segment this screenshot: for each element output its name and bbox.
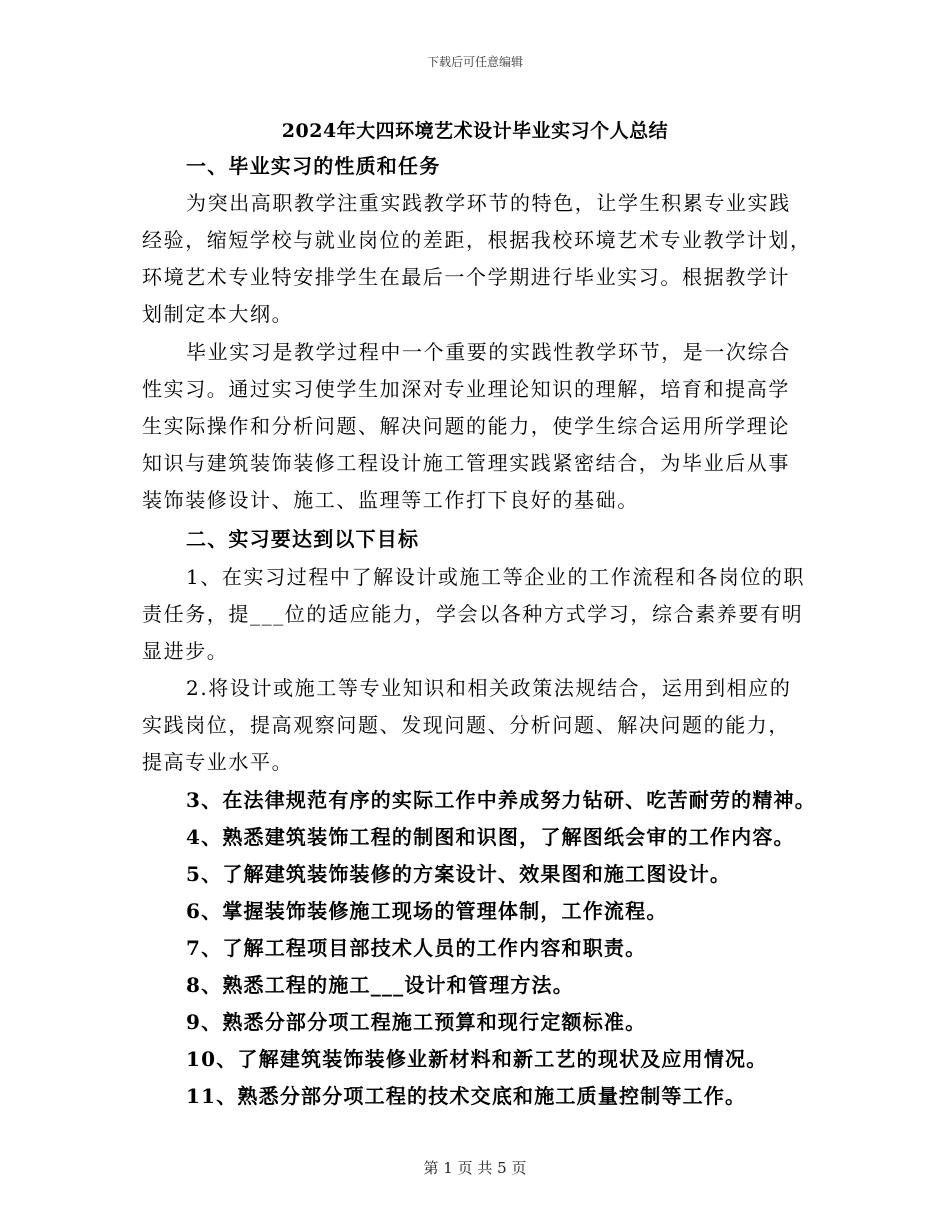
goal-item: 10、了解建筑装饰装修业新材料和新工艺的现状及应用情况。: [186, 1047, 768, 1071]
paragraph-2-line: 装饰装修设计、施工、监理等工作打下良好的基础。: [142, 488, 639, 512]
paragraph-1-line: 划制定本大纲。: [142, 302, 294, 326]
paragraph-1-line: 经验，缩短学校与就业岗位的差距，根据我校环境艺术专业教学计划，: [142, 228, 812, 252]
page-number-footer: 第 1 页 共 5 页: [423, 1159, 527, 1177]
goal-1-line: 责任务，提___位的适应能力，学会以各种方式学习，综合素养要有明: [142, 602, 804, 626]
goal-item: 3、在法律规范有序的实际工作中养成努力钻研、吃苦耐劳的精神。: [186, 788, 816, 812]
goal-1-line: 显进步。: [142, 639, 229, 663]
document-title: 2024年大四环境艺术设计毕业实习个人总结: [281, 120, 669, 142]
paragraph-2-line: 性实习。通过实习使学生加深对专业理论知识的理解，培育和提高学: [142, 377, 790, 401]
goal-item: 5、了解建筑装饰装修的方案设计、效果图和施工图设计。: [186, 862, 732, 886]
header-note: 下载后可任意编辑: [426, 55, 523, 69]
paragraph-2-line: 毕业实习是教学过程中一个重要的实践性教学环节，是一次综合: [186, 340, 791, 364]
goal-item: 4、熟悉建筑装饰工程的制图和识图，了解图纸会审的工作内容。: [186, 825, 795, 849]
goal-2-line: 实践岗位，提高观察问题、发现问题、分析问题、解决问题的能力，: [142, 713, 790, 737]
goal-item: 8、熟悉工程的施工___设计和管理方法。: [186, 973, 574, 997]
goal-1-line: 1、在实习过程中了解设计或施工等企业的工作流程和各岗位的职: [186, 565, 806, 589]
goal-item: 6、掌握装饰装修施工现场的管理体制，工作流程。: [186, 899, 668, 923]
paragraph-2-line: 知识与建筑装饰装修工程设计施工管理实践紧密结合，为毕业后从事: [142, 451, 790, 475]
paragraph-1-line: 为突出高职教学注重实践教学环节的特色，让学生积累专业实践: [186, 191, 791, 215]
paragraph-2-line: 生实际操作和分析问题、解决问题的能力，使学生综合运用所学理论: [142, 414, 790, 438]
section-heading-2: 二、实习要达到以下目标: [186, 527, 420, 551]
section-heading-1: 一、毕业实习的性质和任务: [186, 154, 441, 178]
goal-2-line: 2.将设计或施工等专业知识和相关政策法规结合，运用到相应的: [186, 676, 792, 700]
goal-item: 11、熟悉分部分项工程的技术交底和施工质量控制等工作。: [186, 1084, 747, 1108]
goal-2-line: 提高专业水平。: [142, 750, 294, 774]
goal-item: 9、熟悉分部分项工程施工预算和现行定额标准。: [186, 1010, 647, 1034]
paragraph-1-line: 环境艺术专业特安排学生在最后一个学期进行毕业实习。根据教学计: [142, 265, 790, 289]
goal-item: 7、了解工程项目部技术人员的工作内容和职责。: [186, 936, 647, 960]
